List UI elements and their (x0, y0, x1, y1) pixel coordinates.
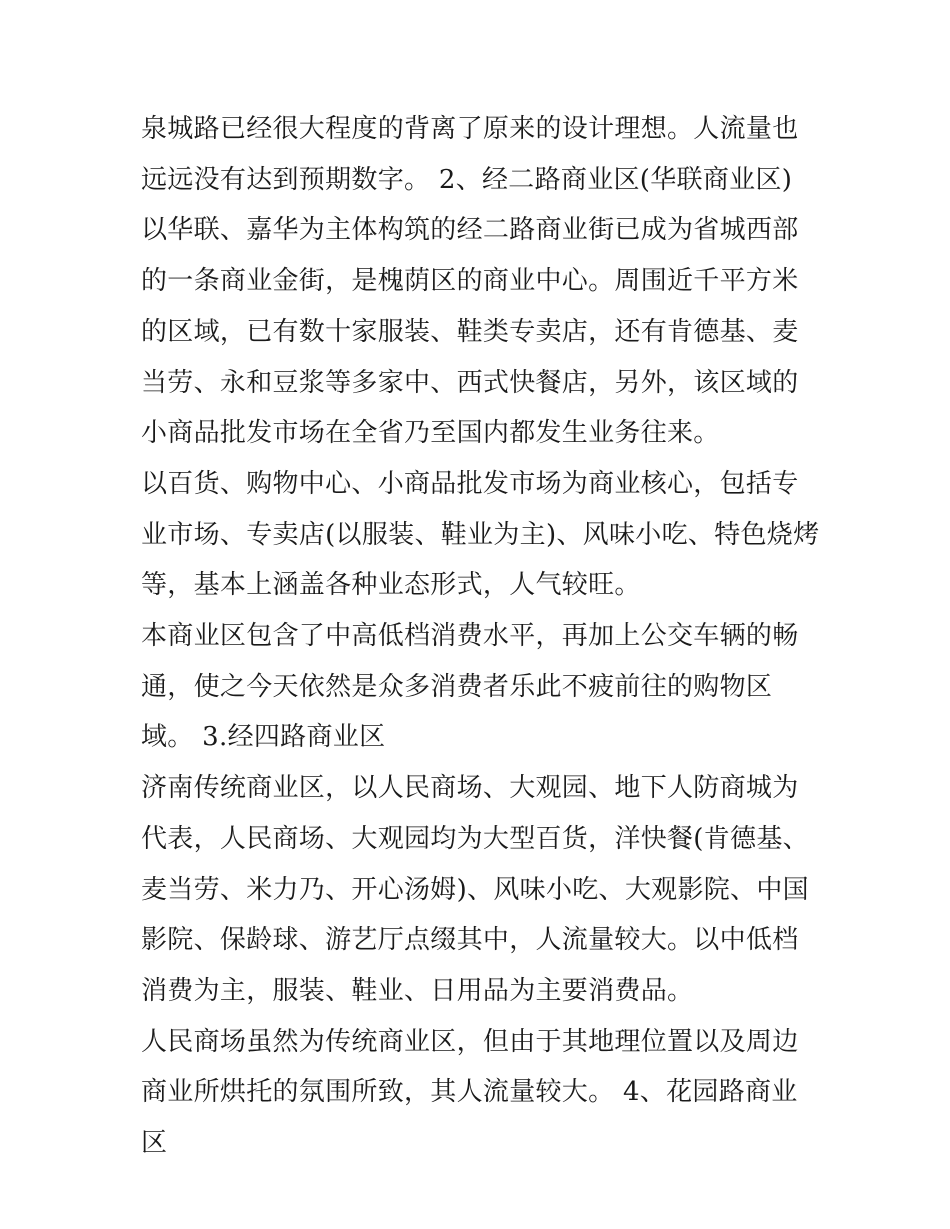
document-body (141, 104, 821, 1169)
paragraph-6: 人民商场虽然为传统商业区，但由于其地理位置以及周边商业所烘托的氛围所致，其人流量较大。 4、花园路商业区 (141, 1026, 799, 1159)
paragraph-1: 泉城路已经很大程度的背离了原来的设计理想。人流量也远远没有达到预期数字。 2、经二路商业区(华联商业区) (141, 114, 799, 195)
paragraph-4: 本商业区包含了中高低档消费水平，再加上公交车辆的畅通，使之今天依然是众多消费者乐此不疲前往的购物区域。 3.经四路商业区 (141, 621, 799, 753)
paragraph-2: 以华联、嘉华为主体构筑的经二路商业街已成为省城西部的一条商业金街，是槐荫区的商业中心。周围近千平方米的区域，已有数十家服装、鞋类专卖店，还有肯德基、麦当劳、永和豆浆等多家中、西式快餐店，另外，该区域的小商品批发市场在全省乃至国内都发生业务往来。 (141, 215, 799, 449)
paragraph-3: 以百货、购物中心、小商品批发市场为商业核心，包括专业市场、专卖店(以服装、鞋业为主)、风味小吃、特色烧烤等，基本上涵盖各种业态形式，人气较旺。 (141, 468, 820, 601)
paragraph-5: 济南传统商业区，以人民商场、大观园、地下人防商城为代表，人民商场、大观园均为大型百货，洋快餐(肯德基、麦当劳、米力乃、开心汤姆)、风味小吃、大观影院、中国影院、保龄球、游艺厅点缀其中，人流量较大。以中低档消费为主，服装、鞋业、日用品为主要消费品。 (141, 773, 809, 1006)
